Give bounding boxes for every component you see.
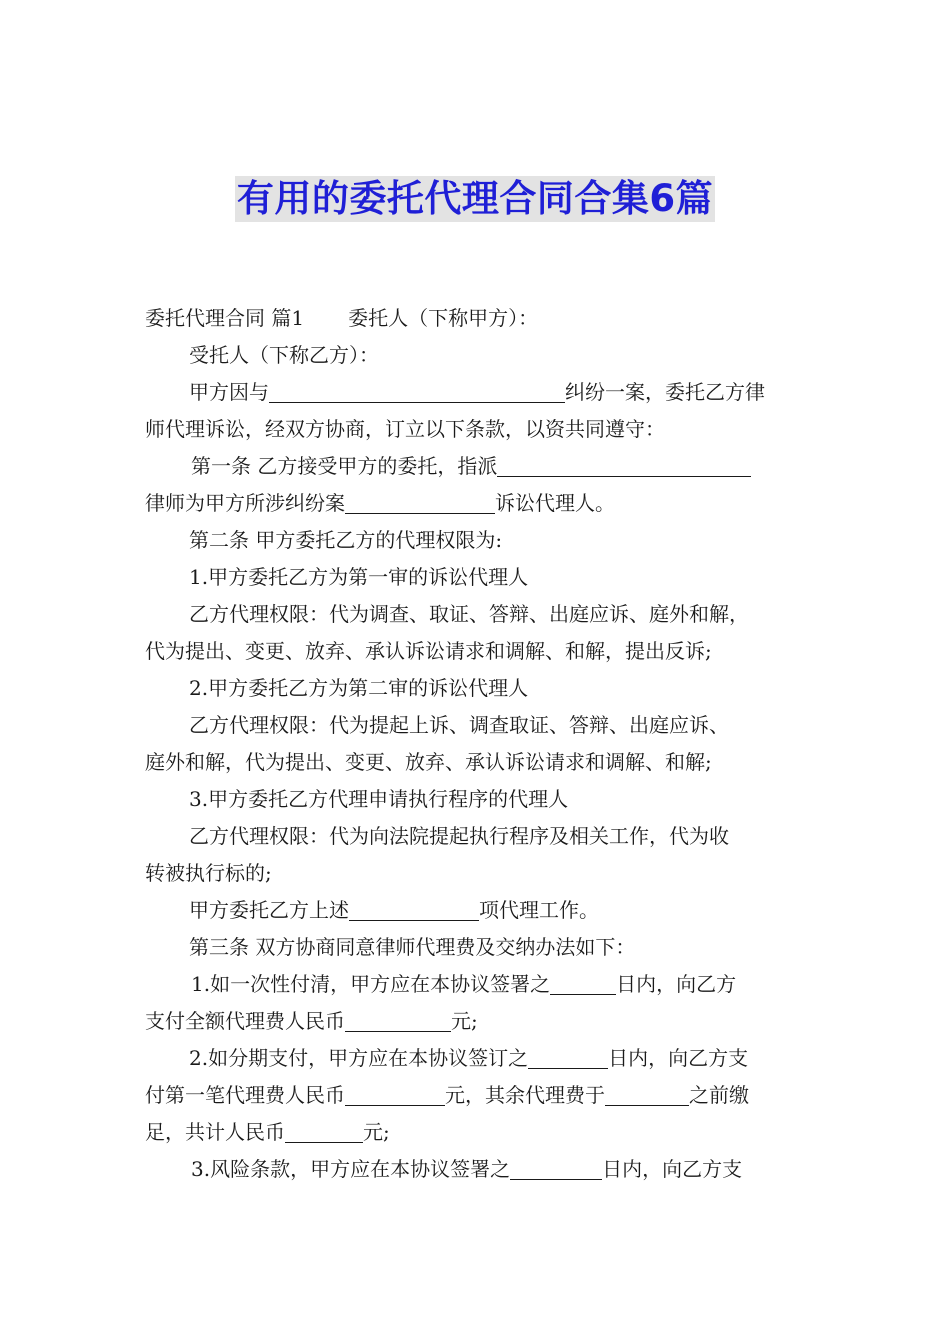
paragraph: 1.甲方委托乙方为第一审的诉讼代理人 bbox=[189, 565, 529, 589]
text: 诉讼代理人。 bbox=[495, 491, 615, 515]
paragraph bbox=[145, 448, 810, 485]
text: 支付全额代理费人民币 bbox=[145, 1009, 345, 1033]
paragraph: 受托人（下称乙方）： bbox=[189, 343, 379, 367]
paragraph: 师代理诉讼，经双方协商，订立以下条款，以资共同遵守： bbox=[145, 417, 665, 441]
paragraph bbox=[145, 300, 810, 337]
blank-line bbox=[497, 454, 751, 477]
blank-line bbox=[510, 1157, 602, 1180]
contract-body bbox=[145, 300, 810, 1188]
paragraph: 3.甲方委托乙方代理申请执行程序的代理人 bbox=[189, 787, 569, 811]
paragraph bbox=[145, 966, 810, 1003]
text: 2.如分期支付，甲方应在本协议签订之 bbox=[189, 1046, 529, 1070]
document-title: 有用的委托代理合同合集6篇 bbox=[236, 177, 714, 220]
blank-line bbox=[345, 1009, 451, 1032]
text: 1.如一次性付清，甲方应在本协议签署之 bbox=[191, 972, 551, 996]
blank-line bbox=[345, 1083, 445, 1106]
paragraph: 乙方代理权限：代为调查、取证、答辩、出庭应诉、庭外和解， bbox=[189, 602, 749, 626]
paragraph: 转被执行标的; bbox=[145, 861, 272, 885]
text: 第一条 乙方接受甲方的委托，指派 bbox=[191, 454, 498, 478]
text: 律师为甲方所涉纠纷案 bbox=[145, 491, 345, 515]
text: 日内，向乙方支 bbox=[602, 1157, 743, 1181]
paragraph bbox=[145, 892, 810, 929]
text: 项代理工作。 bbox=[479, 898, 599, 922]
blank-line bbox=[349, 898, 479, 921]
text: 日内，向乙方 bbox=[616, 972, 737, 996]
text: 元; bbox=[363, 1120, 390, 1144]
blank-line bbox=[269, 380, 565, 403]
blank-line bbox=[345, 491, 495, 514]
text: 之前缴 bbox=[689, 1083, 749, 1107]
text: 甲方委托乙方上述 bbox=[189, 898, 349, 922]
text: 足，共计人民币 bbox=[145, 1120, 285, 1144]
paragraph bbox=[145, 1077, 810, 1114]
text: 纠纷一案，委托乙方律 bbox=[565, 380, 765, 404]
blank-line bbox=[605, 1083, 689, 1106]
paragraph: 庭外和解，代为提出、变更、放弃、承认诉讼请求和调解、和解; bbox=[145, 750, 712, 774]
paragraph bbox=[145, 1040, 810, 1077]
paragraph: 乙方代理权限：代为向法院提起执行程序及相关工作，代为收 bbox=[189, 824, 729, 848]
text: 付第一笔代理费人民币 bbox=[145, 1083, 345, 1107]
paragraph bbox=[145, 1114, 810, 1151]
text: 元; bbox=[451, 1009, 478, 1033]
blank-line bbox=[285, 1120, 363, 1143]
paragraph: 乙方代理权限：代为提起上诉、调查取证、答辩、出庭应诉、 bbox=[189, 713, 729, 737]
paragraph: 2.甲方委托乙方为第二审的诉讼代理人 bbox=[189, 676, 529, 700]
paragraph: 第二条 甲方委托乙方的代理权限为: bbox=[189, 528, 503, 552]
paragraph bbox=[145, 1003, 810, 1040]
section-heading: 委托代理合同 篇1 bbox=[145, 306, 305, 330]
paragraph: 代为提出、变更、放弃、承认诉讼请求和调解、和解，提出反诉; bbox=[145, 639, 712, 663]
blank-line bbox=[550, 972, 616, 995]
principal-label: 委托人（下称甲方）： bbox=[348, 306, 539, 330]
text: 甲方因与 bbox=[189, 380, 269, 404]
text: 3.风险条款，甲方应在本协议签署之 bbox=[191, 1157, 511, 1181]
text: 元，其余代理费于 bbox=[445, 1083, 605, 1107]
text: 日内，向乙方支 bbox=[608, 1046, 749, 1070]
paragraph bbox=[145, 485, 810, 522]
paragraph: 第三条 双方协商同意律师代理费及交纳办法如下： bbox=[189, 935, 636, 959]
title-wrap bbox=[0, 176, 950, 222]
paragraph bbox=[145, 374, 810, 411]
blank-line bbox=[528, 1046, 608, 1069]
paragraph bbox=[145, 1151, 810, 1188]
